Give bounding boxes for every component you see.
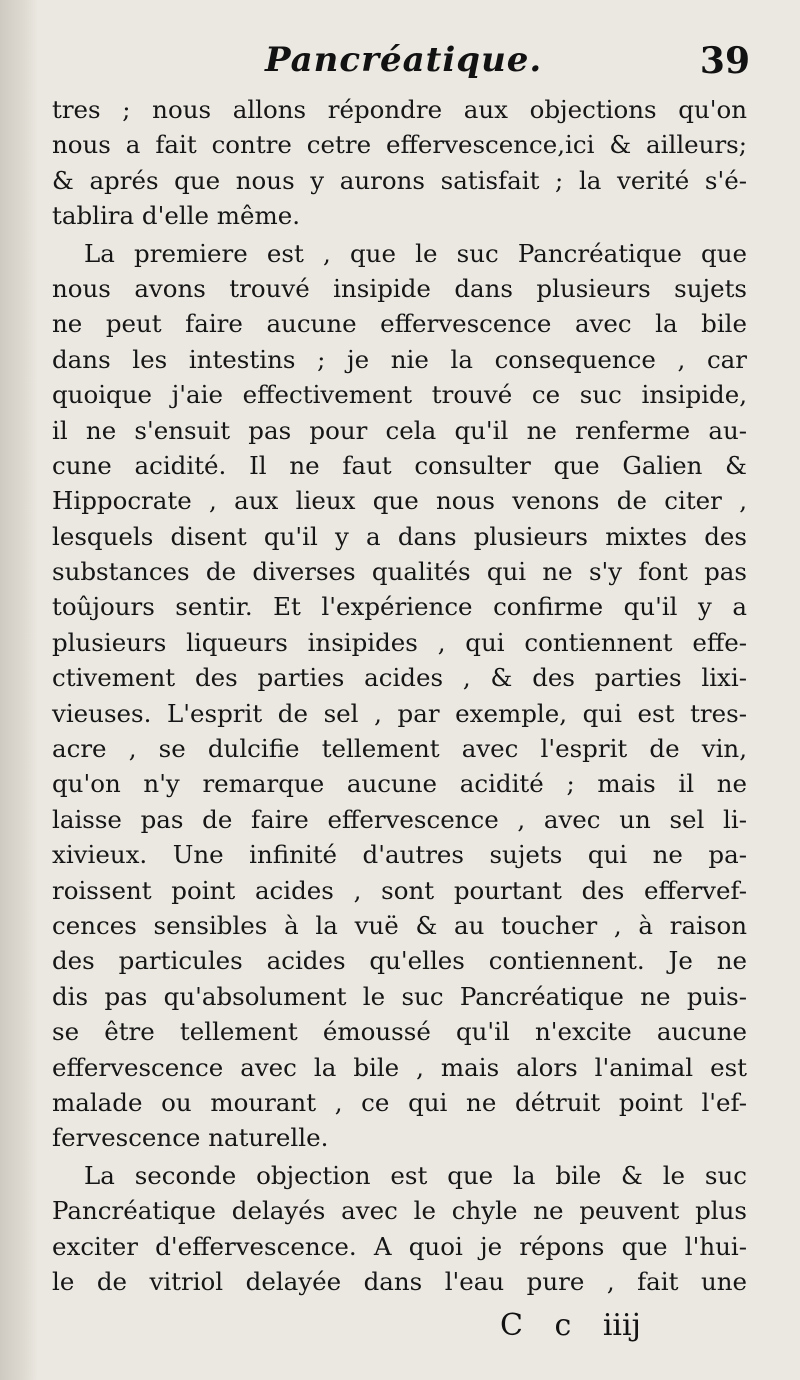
text-line: exciter d'effervescence. A quoi je répons que l'hui-	[52, 1231, 747, 1261]
text-line: plusieurs liqueurs insipides , qui contiennent effe-	[52, 627, 747, 657]
page-gutter-shadow	[0, 0, 38, 1380]
text-line: fervescence naturelle.	[52, 1123, 329, 1153]
text-line: vieuses. L'esprit de sel , par exemple, qui est tres-	[52, 698, 747, 728]
text-line: toûjours sentir. Et l'expérience confirme qu'il y a	[52, 592, 747, 622]
text-line: il ne s'ensuit pas pour cela qu'il ne renferme au-	[52, 415, 747, 445]
text-line: xivieux. Une infinité d'autres sujets qui ne pa-	[52, 840, 747, 870]
text-line: le de vitriol delayée dans l'eau pure , fait une	[52, 1266, 747, 1296]
text-line: nous avons trouvé insipide dans plusieurs sujets	[52, 273, 747, 303]
text-line: tres ; nous allons répondre aux objections qu'on	[52, 95, 747, 124]
text-line: dans les intestins ; je nie la consequence , car	[52, 344, 747, 374]
text-line: nous a fait contre cetre effervescence,ici & ailleurs;	[52, 130, 747, 160]
page-number: 39	[699, 40, 750, 82]
text-line: & aprés que nous y aurons satisfait ; la verité s'é-	[52, 165, 747, 195]
text-line: La premiere est , que le suc Pancréatique que	[84, 238, 747, 268]
text-line: Pancréatique delayés avec le chyle ne peuvent plus	[52, 1196, 747, 1226]
body-text	[52, 92, 747, 1299]
text-line: ctivement des parties acides , & des parties lixi-	[52, 663, 747, 693]
text-line: tablira d'elle même.	[52, 201, 301, 231]
page-header	[50, 40, 750, 96]
text-line: cune acidité. Il ne faut consulter que Galien &	[52, 450, 747, 480]
signature-mark: C c iiij	[500, 1308, 641, 1343]
text-line: substances de diverses qualités qui ne s'y font pas	[52, 557, 747, 587]
text-line: des particules acides qu'elles contiennent. Je ne	[52, 946, 747, 976]
text-line: ne peut faire aucune effervescence avec la bile	[52, 309, 747, 339]
text-line: quoique j'aie effectivement trouvé ce suc insipide,	[52, 380, 747, 410]
running-title: Pancréatique.	[265, 40, 543, 80]
text-line: qu'on n'y remarque aucune acidité ; mais il ne	[52, 769, 747, 799]
text-line: malade ou mourant , ce qui ne détruit point l'ef-	[52, 1087, 747, 1117]
text-line: effervescence avec la bile , mais alors l'animal est	[52, 1052, 747, 1082]
text-line: roissent point acides , sont pourtant des effervef-	[52, 875, 747, 905]
text-line: dis pas qu'absolument le suc Pancréatique ne puis-	[52, 981, 747, 1011]
text-line: Hippocrate , aux lieux que nous venons de citer ,	[52, 486, 747, 516]
text-line: lesquels disent qu'il y a dans plusieurs mixtes des	[52, 521, 747, 551]
text-line: La seconde objection est que la bile & le suc	[84, 1160, 747, 1190]
text-line: se être tellement émoussé qu'il n'excite aucune	[52, 1017, 747, 1047]
text-line: laisse pas de faire effervescence , avec un sel li-	[52, 804, 747, 834]
text-line: cences sensibles à la vuë & au toucher , à raison	[52, 910, 747, 940]
text-line: acre , se dulcifie tellement avec l'esprit de vin,	[52, 734, 747, 764]
